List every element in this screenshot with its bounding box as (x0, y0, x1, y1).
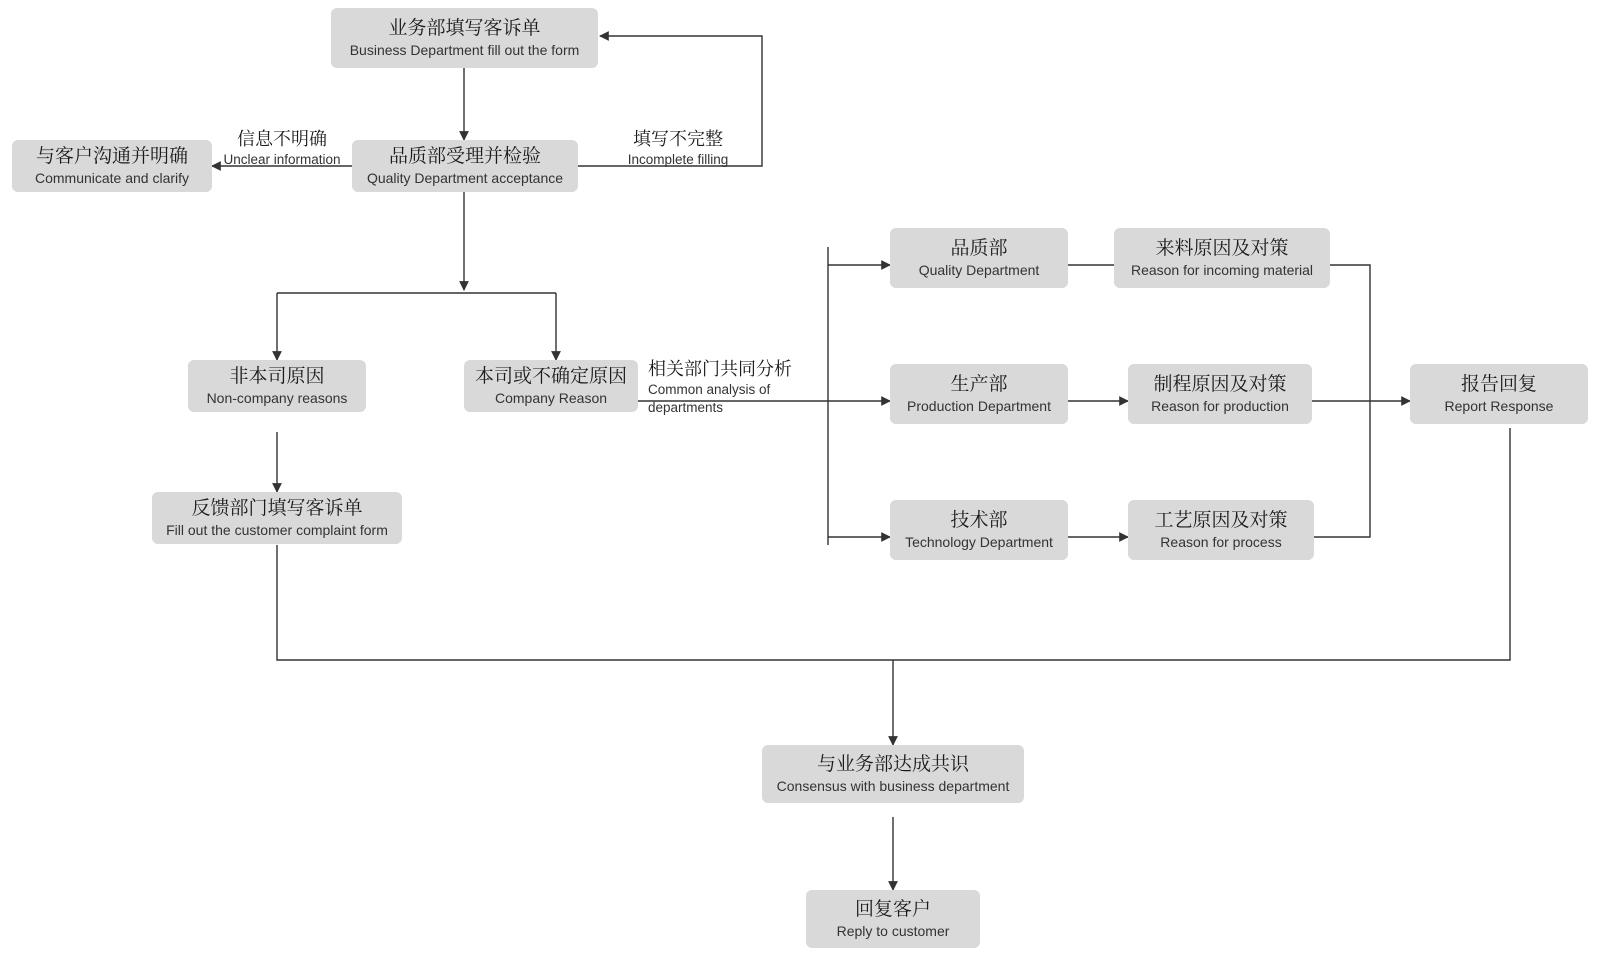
node-consensus[interactable] (762, 745, 1024, 803)
node-label-cn: 报告回复 (1460, 373, 1537, 395)
node-label-cn: 反馈部门填写客诉单 (191, 497, 363, 519)
node-feedback-fill[interactable] (152, 492, 402, 544)
edge-label-cn: 信息不明确 (237, 129, 327, 149)
node-label-cn: 业务部填写客诉单 (388, 17, 541, 39)
edge-label-common-analysis (648, 358, 816, 417)
node-label-cn: 生产部 (950, 373, 1008, 395)
edge-label-en: Incomplete filling (627, 152, 729, 167)
node-communicate[interactable] (12, 140, 212, 192)
node-label-cn: 品质部受理并检验 (388, 145, 541, 167)
node-label-en: Reason for incoming material (1130, 261, 1314, 278)
node-label-cn: 与业务部达成共识 (816, 753, 969, 775)
node-label-en: Report Response (1444, 397, 1554, 414)
node-label-cn: 非本司原因 (229, 365, 325, 387)
node-label-en: Communicate and clarify (34, 169, 190, 186)
edge-label-cn: 相关部门共同分析 (648, 359, 792, 379)
edge-label-incomplete-filling (602, 128, 754, 169)
node-label-en: Reason for production (1151, 397, 1289, 414)
edge-label-en: Unclear information (223, 152, 341, 167)
node-label-en: Production Department (907, 397, 1051, 414)
node-label-cn: 品质部 (950, 237, 1008, 259)
node-label-en: Non-company reasons (206, 389, 348, 406)
node-non-company[interactable] (188, 360, 366, 412)
node-label-en: Fill out the customer complaint form (166, 521, 388, 538)
node-technology-dept[interactable] (890, 500, 1068, 560)
edge-label-cn: 填写不完整 (633, 129, 723, 149)
node-quality-accept[interactable] (352, 140, 578, 192)
node-label-en: Reason for process (1160, 533, 1282, 550)
node-label-cn: 制程原因及对策 (1153, 373, 1287, 395)
node-company-reason[interactable] (464, 360, 638, 412)
node-label-en: Company Reason (494, 389, 608, 406)
node-label-cn: 本司或不确定原因 (474, 365, 627, 387)
node-label-en: Business Department fill out the form (349, 41, 580, 58)
node-business-fill[interactable] (331, 8, 598, 68)
node-label-cn: 工艺原因及对策 (1154, 509, 1288, 531)
node-incoming-material[interactable] (1114, 228, 1330, 288)
node-process-reason[interactable] (1128, 364, 1312, 424)
node-label-en: Reply to customer (836, 922, 950, 939)
node-label-cn: 与客户沟通并明确 (35, 145, 188, 167)
node-label-en: Quality Department (918, 261, 1040, 278)
node-craft-reason[interactable] (1128, 500, 1314, 560)
node-label-en: Consensus with business department (776, 777, 1010, 794)
node-reply-customer[interactable] (806, 890, 980, 948)
edge-label-unclear-information (212, 128, 352, 169)
node-report-response[interactable] (1410, 364, 1588, 424)
node-label-en: Technology Department (905, 533, 1053, 550)
node-label-en: Quality Department acceptance (366, 169, 564, 186)
node-label-cn: 来料原因及对策 (1155, 237, 1289, 259)
node-label-cn: 回复客户 (854, 898, 931, 920)
edge-label-en: Common analysis of departments (648, 382, 771, 415)
node-quality-dept[interactable] (890, 228, 1068, 288)
node-label-cn: 技术部 (950, 509, 1008, 531)
node-production-dept[interactable] (890, 364, 1068, 424)
